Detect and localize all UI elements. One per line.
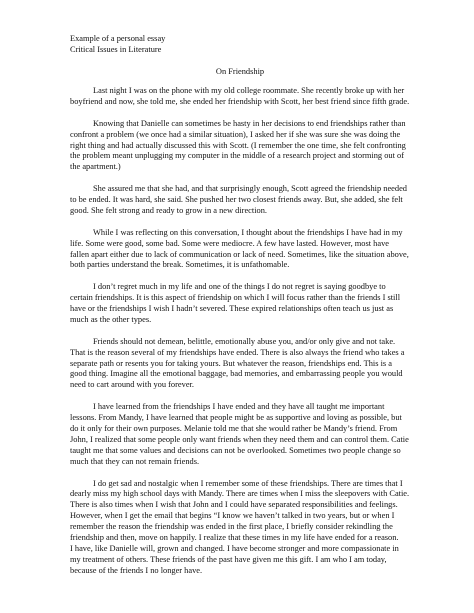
- paragraph: While I was reflecting on this conversation, I thought about the friendships I have had in my life. Some were good, some bad. Some were mediocre. A few have lasted. However, most have fallen apart either due to lack of communication or lack of need. Sometimes, like the situation above, both parties understand the break. Sometimes, it is unfathomable.: [70, 227, 409, 270]
- paragraph: Knowing that Danielle can sometimes be hasty in her decisions to end friendships rather than confront a problem (we once had a similar situation), I asked her if she was sure she was doing the right thing and had actually discussed this with Scott. (I remember the one time, she felt confronting the problem meant unplugging my computer in the middle of a research project and storming out of the apartment.): [70, 118, 406, 172]
- paragraph: Last night I was on the phone with my old college roommate. She recently broke up with her boyfriend and now, she told me, she ended her friendship with Scott, her best friend since fifth grade.: [70, 86, 410, 106]
- essay-title: On Friendship: [215, 67, 265, 76]
- paragraph: She assured me that she had, and that surprisingly enough, Scott agreed the friendship needed to be ended. It was hard, she said. She pushed her two closest friends away. But, she added, she felt good. She felt strong and ready to grow in a new direction.: [70, 184, 407, 215]
- paragraph: I have, like Danielle will, grown and changed. I have become stronger and more compassionate in my treatment of others. These friends of the past have given me this gift. I am who I am today, because of the friends I no longer have.: [70, 543, 399, 575]
- header-line-essay-type: Example of a personal essay: [70, 34, 166, 43]
- paragraph: I do get sad and nostalgic when I remember some of these friendships. There are times that I dearly miss my high school days with Mandy. There are times when I miss the sleepovers with Catie. There is also times when I wish that John and I could have separated responsibilities and feelings. However, when I get the email that begins “I know we haven’t talked in two years, but or when I remember the reason the friendship was ended in the first place, I briefly consider rekindling the friendship and then, move on happily. I realize that these times in my life have ended for a reason.: [70, 478, 410, 543]
- paragraph: I don’t regret much in my life and one of the things I do not regret is saying goodbye to certain friendships. It is this aspect of friendship on which I will focus rather than the friends I still have or the friendships I wish I hadn’t severed. These expired relationships often teach us just as much as the other types.: [70, 282, 401, 324]
- essay-body: [70, 86, 410, 577]
- paragraph: I have learned from the friendships I have ended and they have all taught me important lessons. From Mandy, I have learned that people might be as supportive and loving as possible, but do it only for their own purposes. Melanie told me that she would rather be Mandy’s friend. From John, I realized that some people only want friends when they need them and can control them. Catie taught me that some values and decisions can not be overlooked. Sometimes two people change so much that they can not remain friends.: [70, 402, 409, 466]
- document-header: [70, 34, 410, 56]
- paragraph: Friends should not demean, belittle, emotionally abuse you, and/or only give and not take. That is the reason several of my friendships have ended. There is also always the friend who takes a separate path or resents you for taking yours. But whatever the reason, friendships end. This is a good thing. Imagine all the emotional baggage, bad memories, and embarrassing people you would need to cart around with you forever.: [70, 336, 405, 390]
- header-line-course: Critical Issues in Literature: [70, 44, 162, 54]
